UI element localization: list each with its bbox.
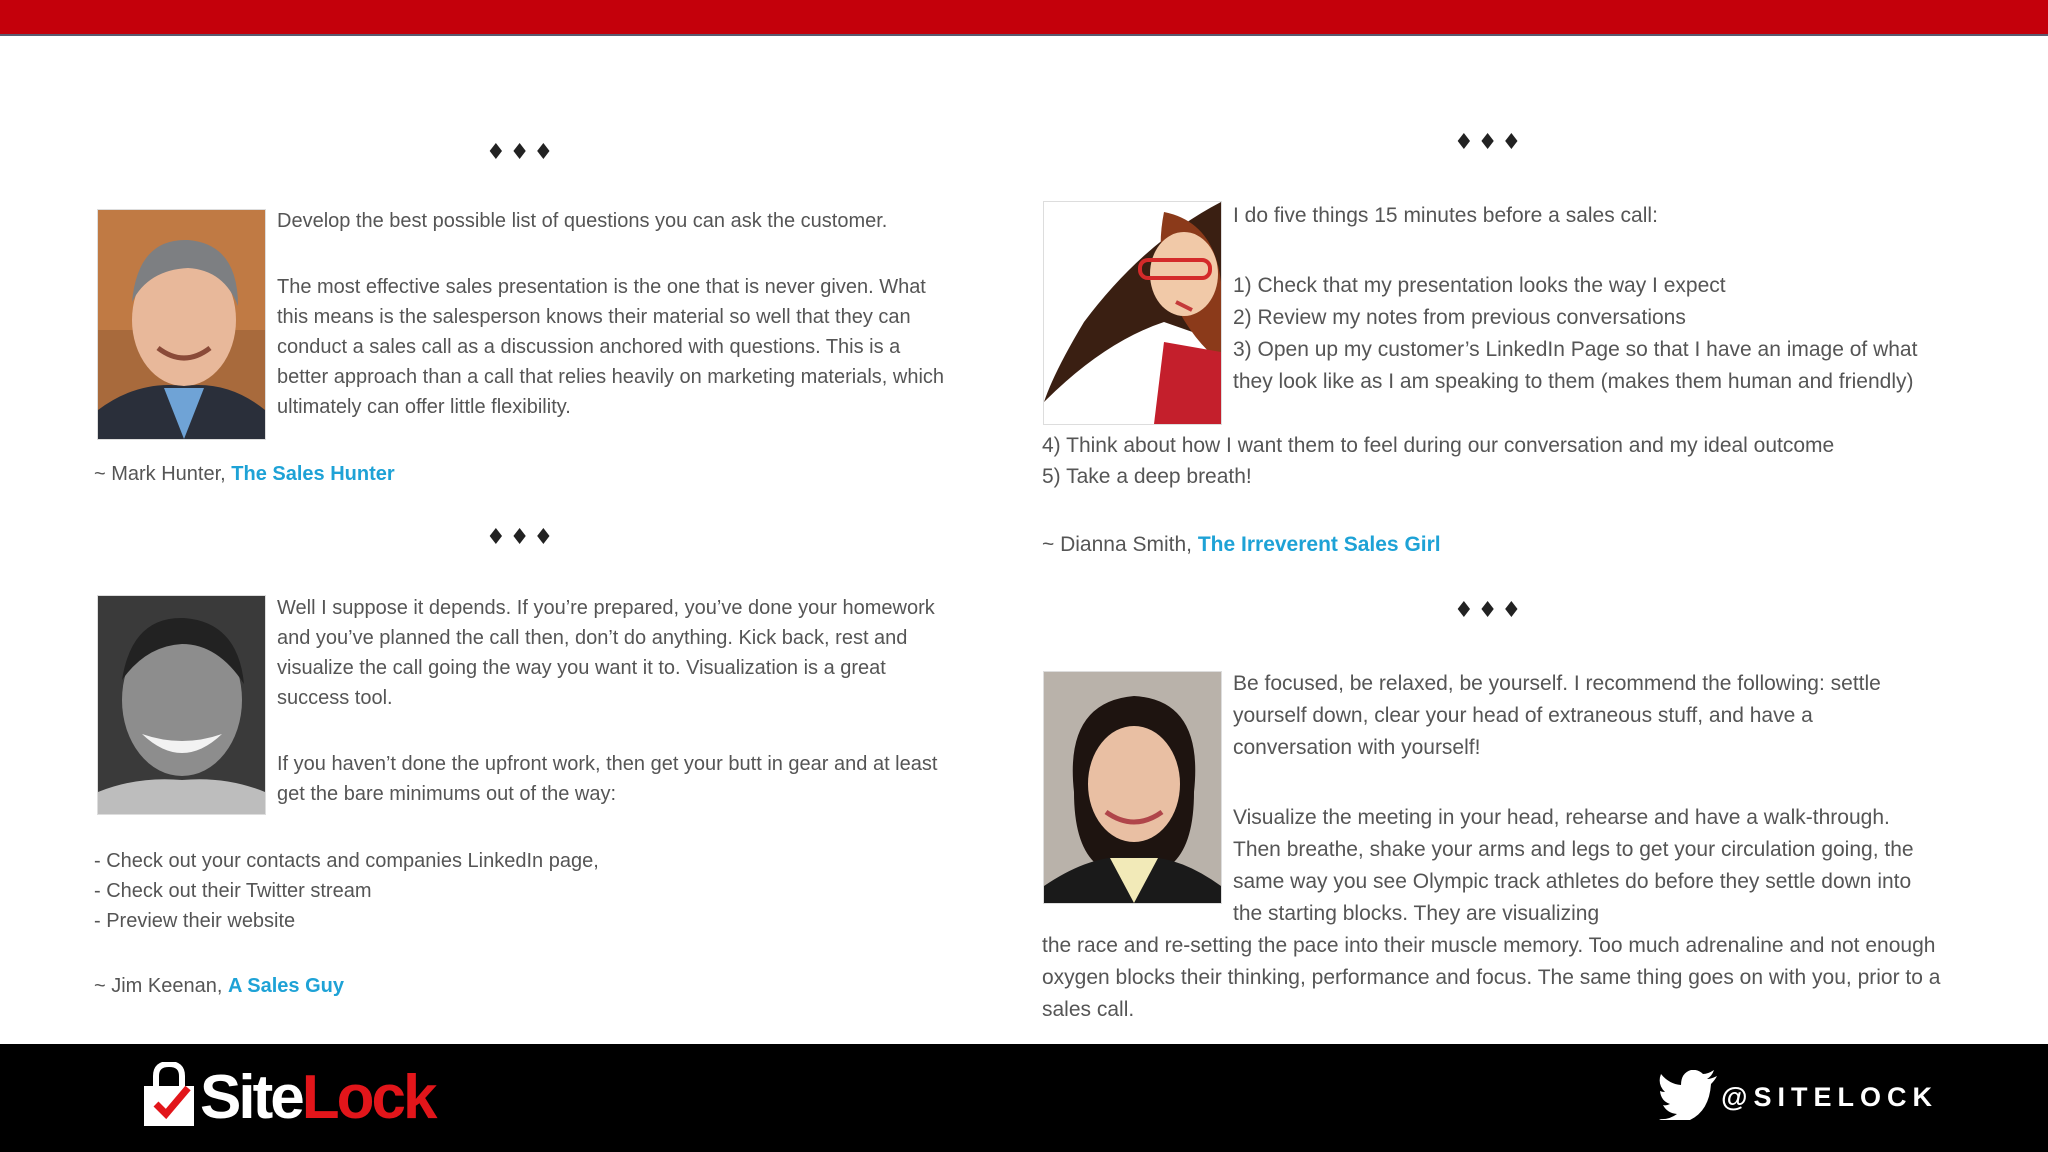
lock-icon [142,1062,196,1133]
logo-text-lock: Lock [301,1062,435,1132]
twitter-handle-block[interactable] [1659,1070,1938,1125]
twitter-bird-icon [1659,1070,1719,1125]
third-author-quote-p2a: Visualize the meeting in your head, rehearse and have a walk-through. Then breathe, shake your arms and legs to get your circulation going, the same way you see Olympic track athletes do before they settle down into the starting blocks. They are visualizing [1233,806,1914,925]
dianna-item-3: 3) Open up my customer’s LinkedIn Page so that I have an image of what they look like as I am speaking to them (makes them human and friendly) [1233,338,1918,393]
dianna-smith-intro: I do five things 15 minutes before a sales call: [1233,204,1658,227]
divider-left-1: ♦♦♦ [486,140,558,165]
divider-right-2: ♦♦♦ [1454,598,1526,623]
attribution-prefix: ~ Jim Keenan, [94,975,223,997]
mark-hunter-quote-p1: Develop the best possible list of questions you can ask the customer. [277,210,888,232]
mark-hunter-photo [97,209,266,440]
jim-keenan-quote-p1: Well I suppose it depends. If you’re prepared, you’ve done your homework and you’ve planned the call then, don’t do anything. Kick back, rest and visualize the call going the way you want it to. Visualization is a great success tool. [277,597,935,709]
jim-keenan-quote-p2: If you haven’t done the upfront work, then get your butt in gear and at least get the bare minimums out of the way: [277,753,938,805]
third-author-quote-p2b: the race and re-setting the pace into their muscle memory. Too much adrenaline and not enough oxygen blocks their thinking, performance and focus. The same thing goes on with you, prior to a sales call. [1042,934,1941,1021]
list-item: - Check out their Twitter stream [94,880,372,902]
jim-keenan-list [94,846,794,936]
logo-text-site: Site [200,1062,302,1132]
jim-keenan-attribution [94,975,344,998]
sitelock-logo [142,1062,434,1132]
dianna-smith-attribution [1042,533,1441,557]
dianna-smith-illustration [1043,201,1222,425]
list-item: - Check out your contacts and companies LinkedIn page, [94,850,599,872]
mark-hunter-attribution [94,463,395,486]
list-item: - Preview their website [94,910,296,932]
divider-left-2: ♦♦♦ [486,525,558,550]
dianna-item-1: 1) Check that my presentation looks the way I expect [1233,274,1726,297]
attribution-prefix: ~ Dianna Smith, [1042,533,1192,556]
divider-right-1: ♦♦♦ [1454,130,1526,155]
top-red-bar [0,0,2048,36]
attribution-prefix: ~ Mark Hunter, [94,463,226,485]
dianna-item-4: 4) Think about how I want them to feel during our conversation and my ideal outcome [1042,434,1835,457]
the-sales-hunter-link[interactable]: The Sales Hunter [231,463,395,485]
mark-hunter-quote-p2: The most effective sales presentation is the one that is never given. What this means is the salesperson knows their material so well that they can conduct a sales call as a discussion anchored with questions. This is a better approach than a call that relies heavily on marketing materials, which ultimately can offer little flexibility. [277,276,945,418]
third-author-quote-p1: Be focused, be relaxed, be yourself. I recommend the following: settle yourself down, clear your head of extraneous stuff, and have a conversation with yourself! [1233,672,1881,759]
third-author-photo [1043,671,1222,904]
twitter-handle: @SITELOCK [1721,1082,1938,1112]
dianna-item-2: 2) Review my notes from previous conversations [1233,306,1686,329]
dianna-item-5: 5) Take a deep breath! [1042,465,1252,488]
the-irreverent-sales-girl-link[interactable]: The Irreverent Sales Girl [1197,533,1441,556]
jim-keenan-photo [97,595,266,815]
a-sales-guy-link[interactable]: A Sales Guy [227,975,344,997]
